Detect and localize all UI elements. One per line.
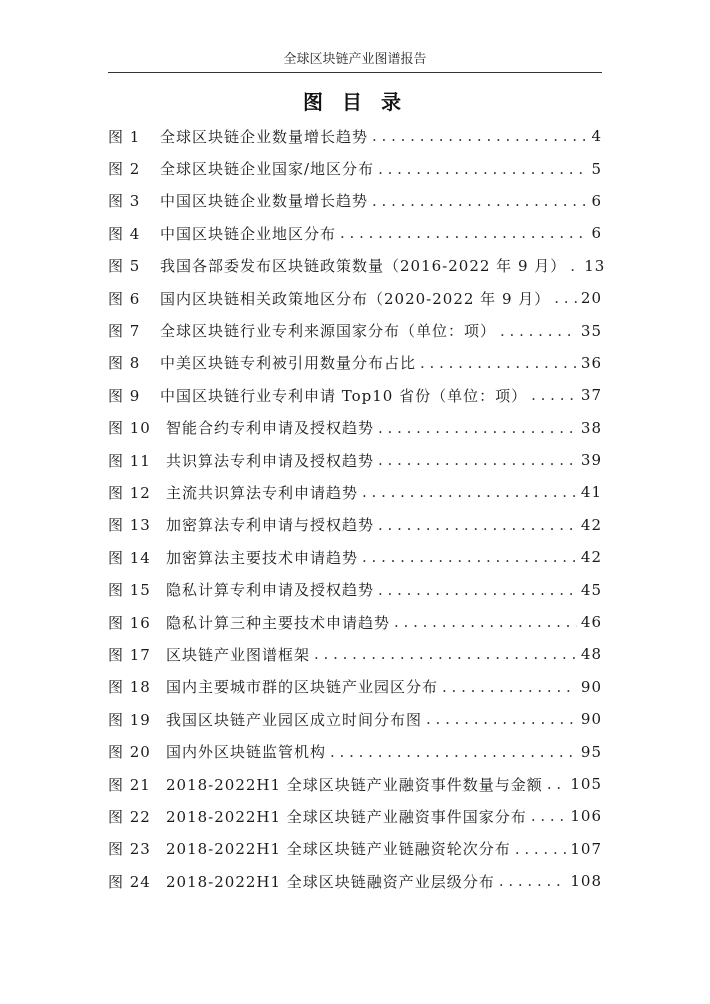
figure-number: 图 6 bbox=[108, 289, 141, 308]
figure-number: 图 8 bbox=[108, 354, 141, 373]
dot-leader bbox=[362, 483, 577, 501]
figure-number: 图 22 bbox=[108, 807, 151, 826]
toc-item[interactable] bbox=[108, 185, 602, 217]
page-number: 13 bbox=[584, 256, 606, 275]
page-number: 6 bbox=[591, 191, 602, 210]
figure-number: 图 10 bbox=[108, 419, 151, 438]
page-number: 107 bbox=[570, 839, 602, 858]
page-number: 36 bbox=[580, 353, 602, 372]
page-number: 90 bbox=[580, 677, 602, 696]
figure-title: 2018-2022H1 全球区块链融资产业层级分布 bbox=[166, 872, 495, 891]
dot-leader bbox=[531, 386, 577, 404]
toc-item[interactable] bbox=[108, 412, 602, 444]
figure-number: 图 11 bbox=[108, 451, 151, 470]
dot-leader bbox=[372, 192, 587, 210]
dot-leader bbox=[394, 613, 577, 631]
figure-title: 国内外区块链监管机构 bbox=[166, 743, 327, 762]
page-number: 45 bbox=[580, 580, 602, 599]
figure-number: 图 2 bbox=[108, 160, 141, 179]
toc-item[interactable] bbox=[108, 735, 602, 767]
figure-title: 全球区块链行业专利来源国家分布（单位：项） bbox=[160, 322, 497, 341]
toc-item[interactable] bbox=[108, 120, 602, 152]
header-divider bbox=[108, 72, 602, 73]
toc-item[interactable] bbox=[108, 282, 602, 314]
figure-number: 图 13 bbox=[108, 516, 151, 535]
figure-number: 图 18 bbox=[108, 678, 151, 697]
figure-number: 图 24 bbox=[108, 872, 151, 891]
page-number: 46 bbox=[580, 613, 602, 632]
page-number: 108 bbox=[570, 872, 602, 891]
dot-leader bbox=[330, 743, 577, 761]
page-number: 106 bbox=[570, 807, 602, 826]
page-number: 37 bbox=[580, 386, 602, 405]
toc-item[interactable] bbox=[108, 768, 602, 800]
dot-leader bbox=[442, 678, 577, 696]
running-header: 全球区块链产业图谱报告 bbox=[283, 52, 427, 67]
toc-item[interactable] bbox=[108, 444, 602, 476]
figure-title: 智能合约专利申请及授权趋势 bbox=[166, 419, 375, 438]
figure-title: 隐私计算专利申请及授权趋势 bbox=[166, 581, 375, 600]
page-number: 42 bbox=[580, 548, 602, 567]
toc-item[interactable] bbox=[108, 833, 602, 865]
page-number: 41 bbox=[580, 483, 602, 502]
toc-item[interactable] bbox=[108, 671, 602, 703]
figure-title: 区块链产业图谱框架 bbox=[166, 645, 311, 664]
figure-title: 加密算法专利申请与授权趋势 bbox=[166, 516, 375, 535]
figure-number: 图 17 bbox=[108, 645, 151, 664]
toc-item[interactable] bbox=[108, 250, 606, 282]
dot-leader bbox=[378, 516, 577, 534]
figure-title: 中国区块链企业地区分布 bbox=[160, 224, 337, 243]
figure-number: 图 4 bbox=[108, 224, 141, 243]
figure-title: 国内区块链相关政策地区分布（2020-2022 年 9 月） bbox=[160, 289, 551, 308]
toc-item[interactable] bbox=[108, 573, 602, 605]
dot-leader bbox=[499, 872, 567, 890]
dot-leader bbox=[531, 807, 567, 825]
dot-leader bbox=[314, 645, 577, 663]
figure-title: 隐私计算三种主要技术申请趋势 bbox=[166, 613, 391, 632]
figure-number: 图 9 bbox=[108, 386, 141, 405]
page-number: 6 bbox=[591, 224, 602, 243]
dot-leader bbox=[362, 548, 577, 566]
figure-title: 共识算法专利申请及授权趋势 bbox=[166, 451, 375, 470]
page-number: 38 bbox=[580, 418, 602, 437]
page-number: 42 bbox=[580, 515, 602, 534]
figure-title: 我国区块链产业园区成立时间分布图 bbox=[166, 710, 423, 729]
figure-title: 全球区块链企业国家/地区分布 bbox=[160, 160, 375, 179]
figure-number: 图 12 bbox=[108, 483, 151, 502]
toc-item[interactable] bbox=[108, 152, 602, 184]
figure-title: 2018-2022H1 全球区块链产业融资事件国家分布 bbox=[166, 807, 527, 826]
dot-leader bbox=[570, 257, 580, 275]
toc-item[interactable] bbox=[108, 217, 602, 249]
figure-title: 我国各部委发布区块链政策数量（2016-2022 年 9 月） bbox=[160, 257, 567, 276]
dot-leader bbox=[420, 354, 577, 372]
figure-number: 图 19 bbox=[108, 710, 151, 729]
dot-leader bbox=[500, 322, 577, 340]
toc-item[interactable] bbox=[108, 347, 602, 379]
page-number: 4 bbox=[591, 127, 602, 146]
dot-leader bbox=[515, 840, 567, 858]
page-number: 95 bbox=[580, 742, 602, 761]
page-number: 5 bbox=[591, 159, 602, 178]
dot-leader bbox=[554, 289, 577, 307]
figure-number: 图 15 bbox=[108, 581, 151, 600]
dot-leader bbox=[378, 160, 587, 178]
figure-number: 图 1 bbox=[108, 127, 141, 146]
figure-number: 图 5 bbox=[108, 257, 141, 276]
figure-title: 国内主要城市群的区块链产业园区分布 bbox=[166, 678, 439, 697]
dot-leader bbox=[378, 419, 577, 437]
figure-title: 2018-2022H1 全球区块链产业融资事件数量与金额 bbox=[166, 775, 543, 794]
toc-item[interactable] bbox=[108, 509, 602, 541]
toc-item[interactable] bbox=[108, 703, 602, 735]
figure-title: 中国区块链企业数量增长趋势 bbox=[160, 192, 369, 211]
toc-item[interactable] bbox=[108, 476, 602, 508]
toc-item[interactable] bbox=[108, 314, 602, 346]
page-number: 35 bbox=[580, 321, 602, 340]
figure-number: 图 7 bbox=[108, 322, 141, 341]
dot-leader bbox=[340, 224, 587, 242]
toc-item[interactable] bbox=[108, 865, 602, 897]
dot-leader bbox=[378, 581, 577, 599]
dot-leader bbox=[426, 710, 577, 728]
toc-item[interactable] bbox=[108, 541, 602, 573]
figure-number: 图 14 bbox=[108, 548, 151, 567]
dot-leader bbox=[378, 451, 577, 469]
figure-title: 2018-2022H1 全球区块链产业链融资轮次分布 bbox=[166, 840, 511, 859]
toc-item[interactable] bbox=[108, 606, 602, 638]
toc-title: 图 目 录 bbox=[303, 90, 407, 114]
page-number: 39 bbox=[580, 451, 602, 470]
figure-title: 全球区块链企业数量增长趋势 bbox=[160, 127, 369, 146]
page-number: 20 bbox=[580, 289, 602, 308]
page-number: 90 bbox=[580, 710, 602, 729]
page-number: 48 bbox=[580, 645, 602, 664]
figure-list bbox=[108, 120, 606, 897]
page-number: 105 bbox=[570, 775, 602, 793]
toc-item[interactable] bbox=[108, 638, 602, 670]
figure-number: 图 21 bbox=[108, 775, 151, 794]
figure-title: 加密算法主要技术申请趋势 bbox=[166, 548, 359, 567]
dot-leader bbox=[372, 127, 587, 145]
figure-title: 中美区块链专利被引用数量分布占比 bbox=[160, 354, 417, 373]
figure-number: 图 3 bbox=[108, 192, 141, 211]
figure-number: 图 16 bbox=[108, 613, 151, 632]
figure-number: 图 23 bbox=[108, 840, 151, 859]
toc-item[interactable] bbox=[108, 379, 602, 411]
figure-title: 主流共识算法专利申请趋势 bbox=[166, 483, 359, 502]
dot-leader bbox=[547, 775, 567, 793]
figure-number: 图 20 bbox=[108, 743, 151, 762]
toc-item[interactable] bbox=[108, 800, 602, 832]
figure-title: 中国区块链行业专利申请 Top10 省份（单位：项） bbox=[160, 386, 528, 405]
